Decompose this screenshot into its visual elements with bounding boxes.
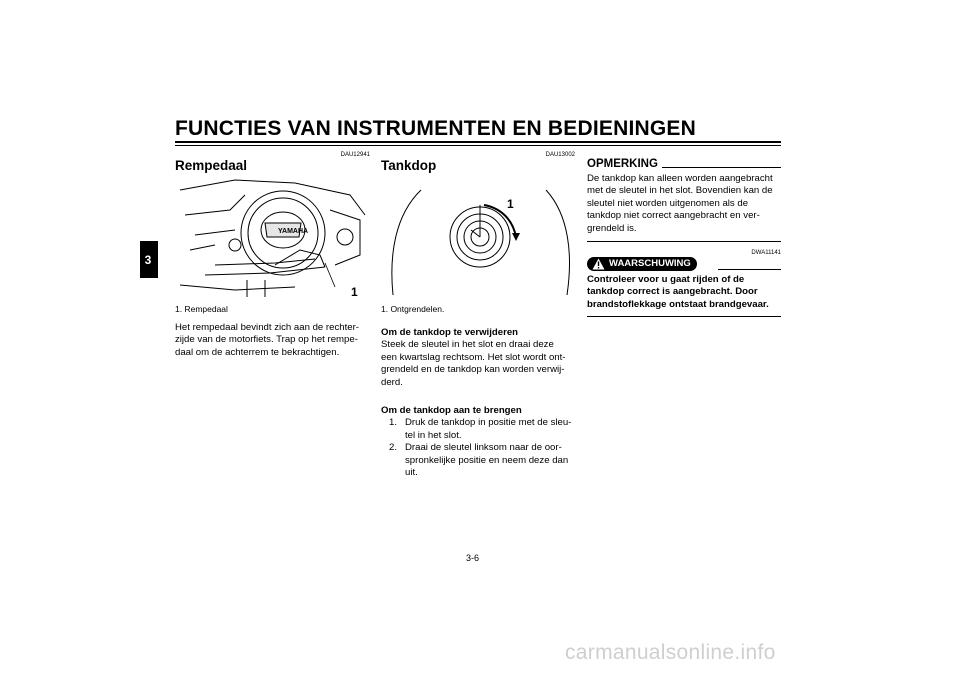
text-line: tel in het slot. [405,429,462,441]
warning-end-rule [587,316,781,317]
note-title: OPMERKING [587,158,658,170]
watermark[interactable]: carmanualsonline.info [565,641,776,664]
chapter-number: 3 [144,253,152,267]
svg-text:YAMAHA: YAMAHA [278,228,309,235]
page-title: FUNCTIES VAN INSTRUMENTEN EN BEDIENINGEN [175,117,696,140]
text-line: daal om de achterrem te bekrachtigen. [175,346,340,358]
list-item [381,442,576,479]
warning-triangle-icon [592,258,605,270]
text-line: zijde van de motorfiets. Trap op het rempe- [175,334,358,346]
brake-pedal-illustration [175,175,370,300]
remove-instructions [381,327,576,389]
warning-paragraph [587,274,781,311]
page-number: 3-6 [466,553,480,563]
text-line: De tankdop kan alleen worden aangebracht [587,173,773,184]
text-line: uit. [405,467,418,479]
list-item [381,417,576,442]
brake-pedal-drawing [175,175,370,300]
text-line: grendeld is. [587,222,637,234]
section-heading-tankdop: Tankdop [381,158,437,173]
text-line: brandstoflekkage ontstaat brandgevaar. [587,298,769,310]
text-line: Steek de sleutel in het slot en draai deze [381,339,554,351]
warning-badge [587,257,697,271]
section-code: DAU13002 [545,152,575,158]
warning-title-rule [718,269,781,270]
text-line: derd. [381,376,403,388]
text-line: met de sleutel in het slot. Bovendien kan de [587,185,773,197]
header-rule [175,141,781,143]
text-line: Het rempedaal bevindt zich aan de rechter- [175,322,359,333]
text-line: tankdop correct is aangebracht. Door [587,286,758,298]
note-paragraph [587,173,781,235]
text-line: grendeld en de tankdop kan worden verwij- [381,364,565,376]
step-number: 2. [389,442,398,454]
figure-caption: 1. Rempedaal [175,304,228,314]
warning-label: WAARSCHUWING [609,258,691,269]
remove-heading: Om de tankdop te verwijderen [381,327,519,338]
section-heading-rempedaal: Rempedaal [175,158,248,173]
fuel-cap-illustration [381,175,576,300]
figure-callout-1: 1 [351,285,358,299]
note-end-rule [587,241,781,242]
figure-caption: 1. Ontgrendelen. [381,304,445,314]
install-instructions [381,405,576,479]
rempedaal-paragraph [175,322,370,359]
header-rule-thin [175,145,781,146]
text-line: een kwartslag rechtsom. Het slot wordt ont- [381,351,566,363]
warning-code: DWA11141 [751,250,781,256]
text-line: spronkelijke positie en neem deze dan [405,454,569,466]
text-line: sleutel niet worden uitgenomen als de [587,197,749,209]
text-line: tankdop niet correct aangebracht en ver- [587,210,760,222]
step-number: 1. [389,417,398,429]
section-code: DAU12941 [340,152,370,158]
figure-callout-1: 1 [507,197,514,211]
text-line: Druk de tankdop in positie met de sleu- [405,417,572,429]
install-heading: Om de tankdop aan te brengen [381,405,522,416]
text-line: Draai de sleutel linksom naar de oor- [405,442,562,454]
note-title-rule [662,167,781,168]
text-line: Controleer voor u gaat rijden of de [587,274,745,285]
fuel-cap-drawing [381,175,576,300]
